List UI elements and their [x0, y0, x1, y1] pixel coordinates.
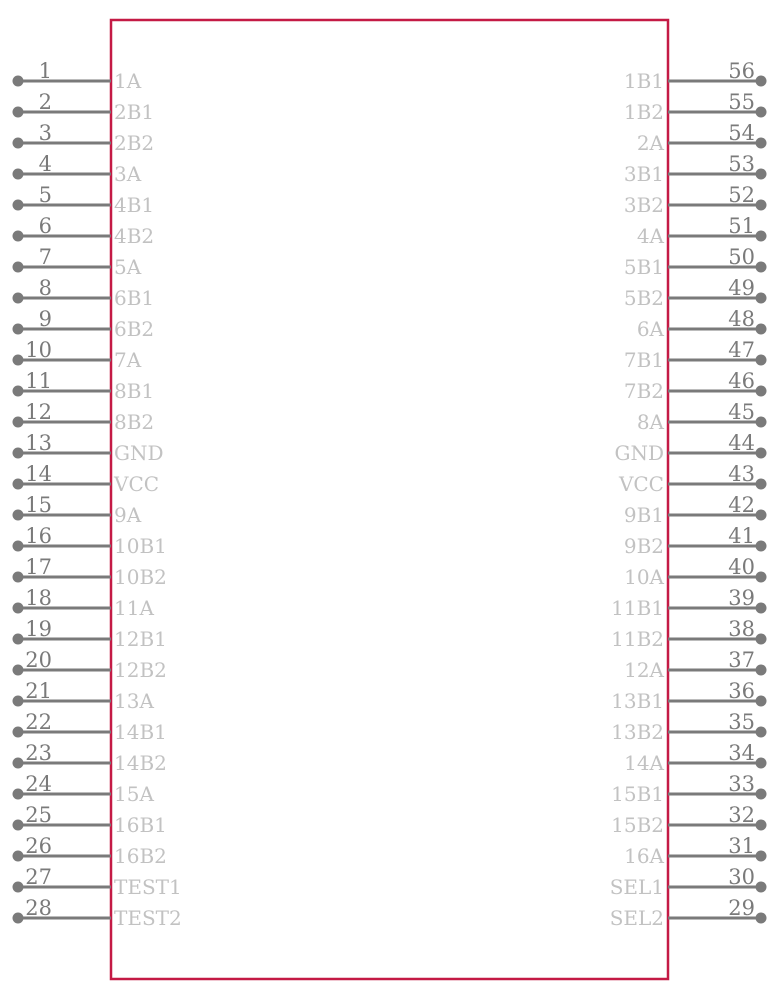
pin-28: [13, 896, 182, 930]
pin-name: 6B1: [114, 286, 155, 310]
pin-30: [610, 865, 767, 899]
pin-endpoint-dot: [13, 696, 24, 707]
pin-endpoint-dot: [13, 603, 24, 614]
pin-name: TEST2: [114, 906, 182, 930]
pin-number: 49: [728, 276, 755, 300]
pin-endpoint-dot: [13, 913, 24, 924]
pin-48: [637, 307, 767, 341]
pin-endpoint-dot: [756, 913, 767, 924]
pin-endpoint-dot: [13, 417, 24, 428]
pin-19: [13, 617, 167, 651]
pin-23: [13, 741, 167, 775]
pin-endpoint-dot: [13, 386, 24, 397]
pin-name: 8A: [636, 410, 664, 434]
pin-name: 2A: [636, 131, 664, 155]
pin-name: 15B1: [611, 782, 664, 806]
pin-number: 43: [728, 462, 755, 486]
pin-endpoint-dot: [13, 355, 24, 366]
pin-number: 42: [728, 493, 755, 517]
pin-number: 17: [25, 555, 52, 579]
pin-41: [624, 524, 767, 558]
pin-name: 15A: [114, 782, 154, 806]
pin-7: [13, 245, 142, 279]
pin-endpoint-dot: [756, 665, 767, 676]
pin-number: 15: [25, 493, 52, 517]
pin-3: [13, 121, 155, 155]
pin-name: 14B1: [114, 720, 167, 744]
pin-number: 21: [25, 679, 52, 703]
pin-number: 35: [728, 710, 755, 734]
pin-name: 4A: [636, 224, 664, 248]
pin-endpoint-dot: [756, 541, 767, 552]
pin-name: 14B2: [114, 751, 167, 775]
pin-22: [13, 710, 167, 744]
pin-number: 16: [25, 524, 52, 548]
pin-name: 10A: [624, 565, 664, 589]
pin-endpoint-dot: [756, 572, 767, 583]
pin-name: 8B1: [114, 379, 155, 403]
pin-endpoint-dot: [13, 727, 24, 738]
pin-endpoint-dot: [13, 169, 24, 180]
pin-number: 4: [38, 152, 52, 176]
pin-45: [637, 400, 767, 434]
pin-endpoint-dot: [756, 758, 767, 769]
pin-name: 1B1: [623, 69, 664, 93]
pin-46: [624, 369, 767, 403]
pin-name: 1A: [114, 69, 142, 93]
pin-endpoint-dot: [756, 448, 767, 459]
pin-2: [13, 90, 155, 124]
pin-number: 36: [728, 679, 755, 703]
pin-number: 3: [38, 121, 52, 145]
ic-body-outline: [111, 20, 668, 979]
pin-number: 31: [728, 834, 755, 858]
pin-34: [624, 741, 766, 775]
pin-53: [624, 152, 767, 186]
pin-name: 13B2: [611, 720, 664, 744]
pin-number: 34: [728, 741, 755, 765]
pin-name: 13B1: [611, 689, 664, 713]
pin-endpoint-dot: [756, 417, 767, 428]
pin-49: [624, 276, 767, 310]
pin-number: 46: [728, 369, 755, 393]
pin-number: 22: [25, 710, 52, 734]
pin-endpoint-dot: [13, 200, 24, 211]
pin-name: TEST1: [114, 875, 182, 899]
pin-endpoint-dot: [756, 262, 767, 273]
pin-number: 14: [25, 462, 52, 486]
pin-number: 1: [38, 59, 52, 83]
pin-11: [13, 369, 155, 403]
pin-name: 6B2: [114, 317, 155, 341]
pin-name: 16B2: [114, 844, 167, 868]
pin-endpoint-dot: [756, 882, 767, 893]
pin-endpoint-dot: [13, 324, 24, 335]
pin-endpoint-dot: [13, 851, 24, 862]
pin-endpoint-dot: [756, 107, 767, 118]
pin-number: 55: [728, 90, 755, 114]
pin-39: [611, 586, 766, 620]
pin-name: GND: [614, 441, 664, 465]
pin-31: [624, 834, 766, 868]
pin-number: 12: [25, 400, 52, 424]
pin-26: [13, 834, 167, 868]
pin-44: [614, 431, 766, 465]
pin-42: [624, 493, 767, 527]
pin-name: 13A: [114, 689, 154, 713]
pin-number: 40: [728, 555, 755, 579]
pin-endpoint-dot: [756, 386, 767, 397]
pin-endpoint-dot: [756, 603, 767, 614]
pin-number: 25: [25, 803, 52, 827]
pin-29: [610, 896, 767, 930]
pin-endpoint-dot: [13, 76, 24, 87]
pin-endpoint-dot: [756, 634, 767, 645]
pin-endpoint-dot: [13, 634, 24, 645]
pin-endpoint-dot: [756, 479, 767, 490]
pin-number: 32: [728, 803, 755, 827]
pin-endpoint-dot: [756, 510, 767, 521]
pin-endpoint-dot: [756, 696, 767, 707]
pin-number: 53: [728, 152, 755, 176]
pin-9: [13, 307, 155, 341]
pin-name: VCC: [114, 472, 160, 496]
pin-name: 10B2: [114, 565, 167, 589]
left-pin-group: [13, 59, 182, 930]
pin-endpoint-dot: [13, 510, 24, 521]
pin-51: [637, 214, 767, 248]
pin-number: 7: [38, 245, 52, 269]
pin-endpoint-dot: [756, 76, 767, 87]
pin-number: 30: [728, 865, 755, 889]
pin-14: [13, 462, 160, 496]
pin-name: 10B1: [114, 534, 167, 558]
pin-name: 12B1: [114, 627, 167, 651]
pin-endpoint-dot: [13, 293, 24, 304]
pin-endpoint-dot: [756, 820, 767, 831]
pin-endpoint-dot: [756, 727, 767, 738]
pin-20: [13, 648, 167, 682]
pin-name: 3B2: [623, 193, 664, 217]
pin-number: 24: [25, 772, 52, 796]
right-pin-group: [610, 59, 767, 930]
pin-number: 2: [38, 90, 52, 114]
pin-name: 15B2: [611, 813, 664, 837]
pin-name: 6A: [636, 317, 664, 341]
pin-15: [13, 493, 142, 527]
pin-name: 5A: [114, 255, 142, 279]
pin-name: 4B1: [114, 193, 155, 217]
pin-endpoint-dot: [13, 262, 24, 273]
pin-name: 11B2: [611, 627, 664, 651]
pin-number: 48: [728, 307, 755, 331]
pin-10: [13, 338, 142, 372]
pin-endpoint-dot: [13, 107, 24, 118]
pin-21: [13, 679, 155, 713]
pin-13: [13, 431, 164, 465]
pin-endpoint-dot: [13, 882, 24, 893]
pin-number: 51: [728, 214, 755, 238]
pin-number: 38: [728, 617, 755, 641]
pin-number: 9: [38, 307, 52, 331]
pin-endpoint-dot: [13, 138, 24, 149]
pin-name: 9B2: [623, 534, 664, 558]
pin-27: [13, 865, 182, 899]
pin-number: 39: [728, 586, 755, 610]
pin-endpoint-dot: [756, 231, 767, 242]
pin-50: [624, 245, 767, 279]
pin-name: SEL2: [609, 906, 664, 930]
pin-name: 5B2: [623, 286, 664, 310]
pin-number: 18: [25, 586, 52, 610]
pin-54: [637, 121, 767, 155]
pin-6: [13, 214, 155, 248]
pin-number: 54: [728, 121, 755, 145]
pin-number: 33: [728, 772, 755, 796]
pin-number: 45: [728, 400, 755, 424]
pin-12: [13, 400, 155, 434]
pin-number: 28: [25, 896, 52, 920]
pin-endpoint-dot: [13, 758, 24, 769]
pin-endpoint-dot: [13, 448, 24, 459]
pin-number: 5: [38, 183, 52, 207]
pin-number: 44: [728, 431, 755, 455]
pin-endpoint-dot: [756, 138, 767, 149]
pin-endpoint-dot: [13, 820, 24, 831]
pin-endpoint-dot: [13, 479, 24, 490]
pin-name: 2B1: [114, 100, 155, 124]
pin-endpoint-dot: [13, 789, 24, 800]
pin-endpoint-dot: [13, 231, 24, 242]
pin-name: 1B2: [623, 100, 664, 124]
pin-number: 20: [25, 648, 52, 672]
pin-endpoint-dot: [756, 851, 767, 862]
pin-name: 7B1: [623, 348, 664, 372]
pin-endpoint-dot: [756, 789, 767, 800]
pin-name: SEL1: [609, 875, 664, 899]
pin-name: 11A: [114, 596, 154, 620]
pin-name: 9B1: [623, 503, 664, 527]
pin-endpoint-dot: [756, 169, 767, 180]
pin-endpoint-dot: [13, 665, 24, 676]
pin-number: 27: [25, 865, 52, 889]
pin-47: [624, 338, 767, 372]
pin-number: 19: [25, 617, 52, 641]
pin-name: 14A: [624, 751, 664, 775]
pin-number: 29: [728, 896, 755, 920]
pin-endpoint-dot: [13, 541, 24, 552]
pin-37: [624, 648, 766, 682]
pin-16: [13, 524, 167, 558]
pin-name: 5B1: [623, 255, 664, 279]
pin-1: [13, 59, 142, 93]
pin-name: 16A: [624, 844, 664, 868]
pin-40: [624, 555, 766, 589]
pin-name: 12B2: [114, 658, 167, 682]
pin-33: [611, 772, 766, 806]
pin-number: 26: [25, 834, 52, 858]
pin-55: [624, 90, 767, 124]
pin-endpoint-dot: [756, 293, 767, 304]
pin-35: [611, 710, 766, 744]
pin-56: [624, 59, 767, 93]
pin-number: 41: [728, 524, 755, 548]
pin-5: [13, 183, 155, 217]
pin-endpoint-dot: [756, 355, 767, 366]
pin-number: 13: [25, 431, 52, 455]
pin-number: 23: [25, 741, 52, 765]
pin-number: 52: [728, 183, 755, 207]
pin-number: 6: [38, 214, 52, 238]
pin-32: [611, 803, 766, 837]
pin-4: [13, 152, 142, 186]
pin-endpoint-dot: [756, 200, 767, 211]
pin-name: 8B2: [114, 410, 155, 434]
pin-name: 4B2: [114, 224, 155, 248]
pin-name: 11B1: [611, 596, 664, 620]
pin-name: GND: [114, 441, 164, 465]
pin-name: 2B2: [114, 131, 155, 155]
pin-name: 3A: [114, 162, 142, 186]
pin-number: 10: [25, 338, 52, 362]
pin-52: [624, 183, 767, 217]
pin-name: VCC: [618, 472, 664, 496]
pin-25: [13, 803, 167, 837]
pin-endpoint-dot: [756, 324, 767, 335]
pin-number: 56: [728, 59, 755, 83]
pin-number: 8: [38, 276, 52, 300]
pin-43: [618, 462, 767, 496]
pin-38: [611, 617, 766, 651]
pin-number: 37: [728, 648, 755, 672]
pin-17: [13, 555, 167, 589]
pin-name: 9A: [114, 503, 142, 527]
pin-name: 7B2: [623, 379, 664, 403]
pin-number: 47: [728, 338, 755, 362]
pin-24: [13, 772, 155, 806]
pin-36: [611, 679, 766, 713]
pin-number: 11: [25, 369, 52, 393]
pin-endpoint-dot: [13, 572, 24, 583]
pin-name: 3B1: [623, 162, 664, 186]
pin-name: 16B1: [114, 813, 167, 837]
pin-name: 7A: [114, 348, 142, 372]
pin-8: [13, 276, 155, 310]
pin-18: [13, 586, 155, 620]
pin-number: 50: [728, 245, 755, 269]
pin-name: 12A: [624, 658, 664, 682]
